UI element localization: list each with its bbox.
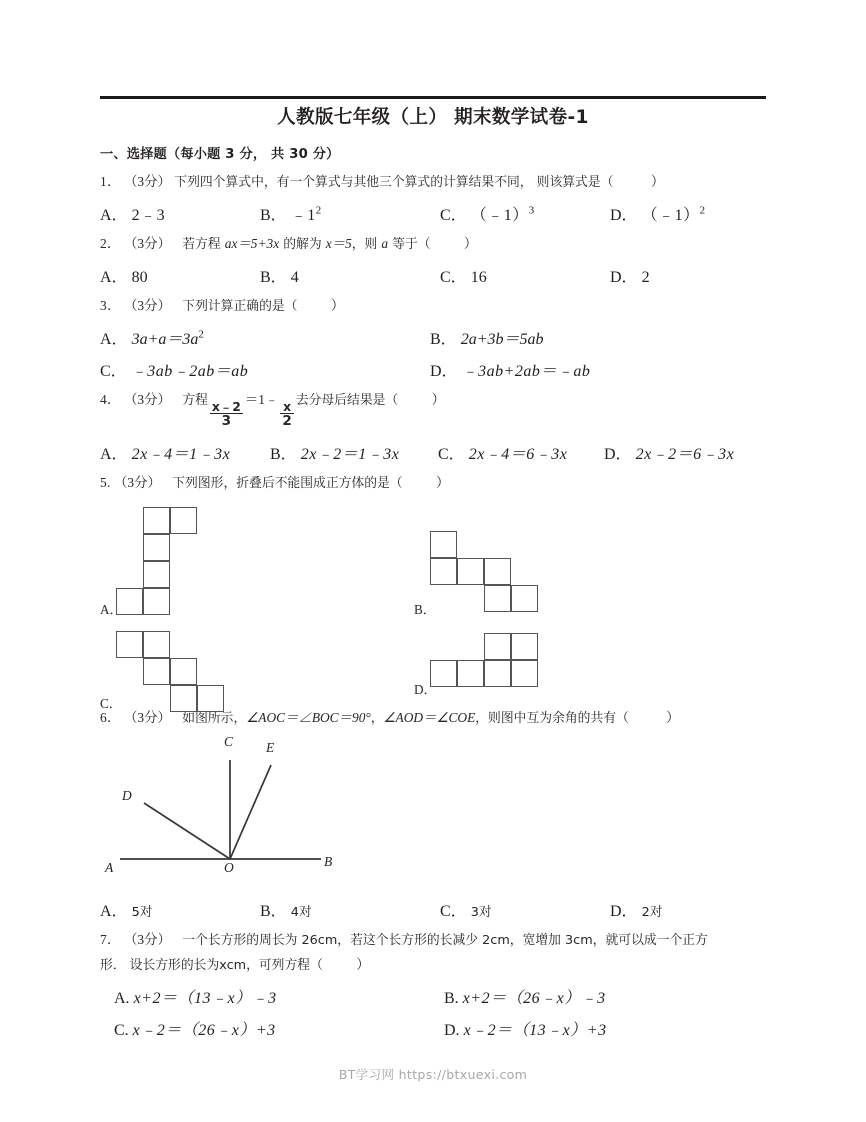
option-1-a[interactable] xyxy=(100,202,260,225)
option-key: A. xyxy=(114,989,130,1007)
net-option-a[interactable] xyxy=(100,507,236,618)
option-exponent: 2 xyxy=(198,328,204,341)
question-3-number: 3． xyxy=(100,297,121,313)
footer-watermark: BT学习网 https://btxuexi.com xyxy=(338,1067,528,1082)
option-key: D． xyxy=(604,446,632,464)
question-1-number: 1． xyxy=(100,174,121,190)
net-cell xyxy=(484,558,511,585)
option-key: B． xyxy=(430,330,457,348)
net-cell xyxy=(430,531,457,558)
net-cell xyxy=(430,558,457,585)
question-7-text-line1: 一个长方形的周长为 26cm，若这个长方形的长减少 2cm，宽增加 3cm，就可以成一个正方 xyxy=(182,933,708,949)
option-key: C． xyxy=(440,903,467,921)
question-2-points: （3分） xyxy=(124,235,171,251)
net-cell xyxy=(511,585,538,612)
option-4-c[interactable] xyxy=(438,441,604,464)
fraction-numerator: x xyxy=(280,400,293,414)
option-text: 2a+3b＝5ab xyxy=(460,330,544,348)
option-2-a[interactable] xyxy=(100,264,260,287)
net-label-c: C． xyxy=(100,696,122,712)
option-key: B． xyxy=(260,268,287,286)
option-exponent: 2 xyxy=(315,204,322,217)
net-cell xyxy=(143,631,170,658)
option-text: x﹣2＝（13﹣x）+3 xyxy=(463,1021,607,1039)
option-text: ﹣3ab+2ab＝﹣ab xyxy=(461,362,591,380)
option-1-c[interactable] xyxy=(440,202,610,225)
question-4-text-b: ＝1﹣ xyxy=(244,391,279,407)
point-label-d: D xyxy=(122,788,132,804)
question-2-stem xyxy=(100,234,766,255)
question-1-options xyxy=(100,202,766,225)
option-3-c[interactable] xyxy=(100,358,430,381)
option-3-b[interactable] xyxy=(430,326,544,349)
question-3-stem xyxy=(100,296,766,317)
question-3-paren: ） xyxy=(330,297,345,313)
option-2-d[interactable] xyxy=(610,264,650,287)
option-key: D． xyxy=(610,206,638,224)
question-6-text-c: ，则图中互为余角的共有（ xyxy=(475,711,629,727)
option-text: （﹣1） xyxy=(641,206,700,224)
question-7-number: 7． xyxy=(100,932,121,948)
option-7-b[interactable] xyxy=(444,985,606,1008)
question-6-points: （3分） xyxy=(124,710,171,726)
question-3-options-row1 xyxy=(100,326,766,349)
option-text: 2x﹣4＝6﹣3x xyxy=(468,446,568,464)
option-key: B． xyxy=(260,206,287,224)
point-label-b: B xyxy=(324,854,333,870)
question-6-math-a: ∠AOC＝∠BOC＝90° xyxy=(246,710,371,726)
net-label-b: B． xyxy=(414,602,436,618)
net-cell xyxy=(170,507,197,534)
question-2-text-c: ，则 xyxy=(351,236,382,252)
option-key: A． xyxy=(100,446,128,464)
question-7-stem xyxy=(100,930,766,951)
option-key: B． xyxy=(270,446,297,464)
option-7-a[interactable] xyxy=(114,985,444,1008)
option-1-b[interactable] xyxy=(260,202,440,225)
point-label-c: C xyxy=(224,734,234,750)
option-key: B． xyxy=(260,903,287,921)
question-4-text-a: 方程 xyxy=(182,392,208,408)
question-2-math-c: a xyxy=(381,235,389,251)
option-text: x+2＝（13﹣x）﹣3 xyxy=(133,989,277,1007)
net-cell xyxy=(484,585,511,612)
net-label-a: A． xyxy=(100,602,123,618)
option-7-d[interactable] xyxy=(444,1017,607,1040)
net-option-d[interactable] xyxy=(414,633,555,698)
question-1-stem xyxy=(100,172,766,193)
option-text: 2x﹣2＝1﹣3x xyxy=(300,446,400,464)
point-label-e: E xyxy=(266,740,275,756)
option-text: ﹣3ab﹣2ab＝ab xyxy=(130,362,249,380)
question-1-text: 下列四个算式中，有一个算式与其他三个算式的计算结果不同， 则该算式是（ xyxy=(174,175,614,191)
question-2-text-a: 若方程 xyxy=(182,236,225,252)
option-key: A． xyxy=(100,268,128,286)
question-4-text-c: 去分母后结果是（ xyxy=(295,392,399,408)
option-key: C. xyxy=(114,1021,129,1039)
fraction-denominator: 3 xyxy=(221,413,232,430)
question-6-paren: ） xyxy=(666,710,680,726)
net-cell xyxy=(484,633,511,660)
question-4-stem xyxy=(100,390,766,429)
option-exponent: 3 xyxy=(528,204,535,217)
question-5-points: （3分） xyxy=(114,475,161,491)
option-text: 2x﹣4＝1﹣3x xyxy=(131,446,231,464)
option-2-b[interactable] xyxy=(260,264,440,287)
option-text: ﹣1 xyxy=(290,206,316,224)
question-6-figure xyxy=(100,734,766,898)
option-text: 3a+a＝3a xyxy=(131,330,199,348)
net-cell xyxy=(484,660,511,687)
net-cell xyxy=(170,658,197,685)
option-3-d[interactable] xyxy=(430,358,590,381)
question-3-options-row2 xyxy=(100,358,766,381)
option-key: D． xyxy=(430,362,458,380)
option-text: 2x﹣2＝6﹣3x xyxy=(635,446,735,464)
option-1-d[interactable] xyxy=(610,202,705,225)
net-cell xyxy=(170,685,197,712)
question-4-paren: ） xyxy=(431,391,445,407)
question-1-points: （3分） xyxy=(124,174,171,190)
net-cell xyxy=(143,588,170,615)
question-2-paren: ） xyxy=(463,235,478,251)
option-text: 2对 xyxy=(641,905,663,921)
question-4-options xyxy=(100,441,766,464)
point-label-o: O xyxy=(224,860,234,876)
net-cell xyxy=(143,561,170,588)
question-7-points: （3分） xyxy=(124,932,171,948)
option-key: D． xyxy=(610,903,638,921)
question-4-points: （3分） xyxy=(124,391,171,407)
page-content xyxy=(100,96,766,1049)
option-6-a[interactable] xyxy=(100,898,260,921)
option-key: A． xyxy=(100,330,128,348)
net-cell xyxy=(197,685,224,712)
option-text: 5对 xyxy=(131,905,153,921)
question-2-options xyxy=(100,264,766,287)
page-title: 人教版七年级（上） 期末数学试卷-1 xyxy=(277,107,589,128)
fraction-1 xyxy=(210,400,243,429)
question-5-figures xyxy=(100,503,766,712)
option-text: x+2＝（26﹣x）﹣3 xyxy=(462,989,606,1007)
option-exponent: 2 xyxy=(699,204,706,217)
question-2-math-a: ax＝5+3x xyxy=(224,235,280,251)
option-text: 16 xyxy=(470,268,487,286)
question-6-number: 6． xyxy=(100,710,121,726)
option-key: C． xyxy=(100,362,127,380)
option-key: C． xyxy=(438,446,465,464)
question-6-text-b: ， xyxy=(370,711,384,727)
question-4-number: 4． xyxy=(100,391,121,407)
option-text: 4对 xyxy=(290,905,312,921)
net-cell xyxy=(511,633,538,660)
question-6-math-b: ∠AOD＝∠COE xyxy=(383,710,476,726)
question-3-points: （3分） xyxy=(124,297,171,313)
option-key: B. xyxy=(444,989,459,1007)
question-3-text: 下列计算正确的是（ xyxy=(182,298,298,314)
question-7-stem-line2 xyxy=(100,955,766,976)
option-4-a[interactable] xyxy=(100,441,270,464)
point-label-a: A xyxy=(105,860,114,876)
question-7-options-row1 xyxy=(114,985,766,1008)
net-cell xyxy=(457,558,484,585)
option-text: 2 xyxy=(641,268,650,286)
header-rule xyxy=(100,96,766,99)
question-7-options-row2 xyxy=(114,1017,766,1040)
option-key: A． xyxy=(100,903,128,921)
option-text: 4 xyxy=(290,268,299,286)
question-7-paren: ） xyxy=(356,956,370,972)
fraction-denominator: 2 xyxy=(282,413,292,430)
option-key: D. xyxy=(444,1021,460,1039)
net-cell xyxy=(116,631,143,658)
question-2-text-d: 等于（ xyxy=(388,236,431,252)
fraction-2 xyxy=(280,400,293,429)
option-4-d[interactable] xyxy=(604,441,734,464)
question-7-text-line2: 形． 设长方形的长为xcm，可列方程（ xyxy=(100,957,323,973)
option-text: 3对 xyxy=(470,905,492,921)
question-5-text: 下列图形，折叠后不能围成正方体的是（ xyxy=(172,476,403,492)
option-key: C． xyxy=(440,206,467,224)
net-cell xyxy=(143,658,170,685)
option-text: （﹣1） xyxy=(470,206,529,224)
option-6-b[interactable] xyxy=(260,898,440,921)
question-2-text-b: 的解为 xyxy=(279,236,326,252)
question-5-number: 5. xyxy=(100,475,111,491)
option-2-c[interactable] xyxy=(440,264,610,287)
net-cell xyxy=(511,660,538,687)
option-4-b[interactable] xyxy=(270,441,438,464)
net-option-b[interactable] xyxy=(414,531,550,618)
question-5-stem xyxy=(100,473,766,494)
net-cell xyxy=(143,507,170,534)
section-heading: 一、选择题（每小题 3 分， 共 30 分） xyxy=(100,147,340,163)
option-6-d[interactable] xyxy=(610,898,663,921)
question-2-math-b: x＝5 xyxy=(325,235,352,251)
net-cell xyxy=(143,534,170,561)
option-7-c[interactable] xyxy=(114,1017,444,1040)
net-cell xyxy=(457,660,484,687)
option-key: D． xyxy=(610,268,638,286)
option-key: A． xyxy=(100,206,128,224)
option-text: 2﹣3 xyxy=(131,206,166,224)
fraction-numerator: x﹣2 xyxy=(211,398,241,414)
question-6-options xyxy=(100,898,766,921)
net-option-c[interactable] xyxy=(100,631,236,716)
question-5-paren: ） xyxy=(435,475,450,491)
option-6-c[interactable] xyxy=(440,898,610,921)
question-1-paren: ） xyxy=(650,174,665,190)
option-text: x﹣2＝（26﹣x）+3 xyxy=(132,1021,276,1039)
question-6-text-a: 如图所示， xyxy=(182,711,247,727)
option-key: C． xyxy=(440,268,467,286)
net-label-d: D． xyxy=(414,682,437,698)
option-text: 80 xyxy=(131,268,148,286)
option-3-a[interactable] xyxy=(100,326,430,349)
question-2-number: 2． xyxy=(100,235,121,251)
